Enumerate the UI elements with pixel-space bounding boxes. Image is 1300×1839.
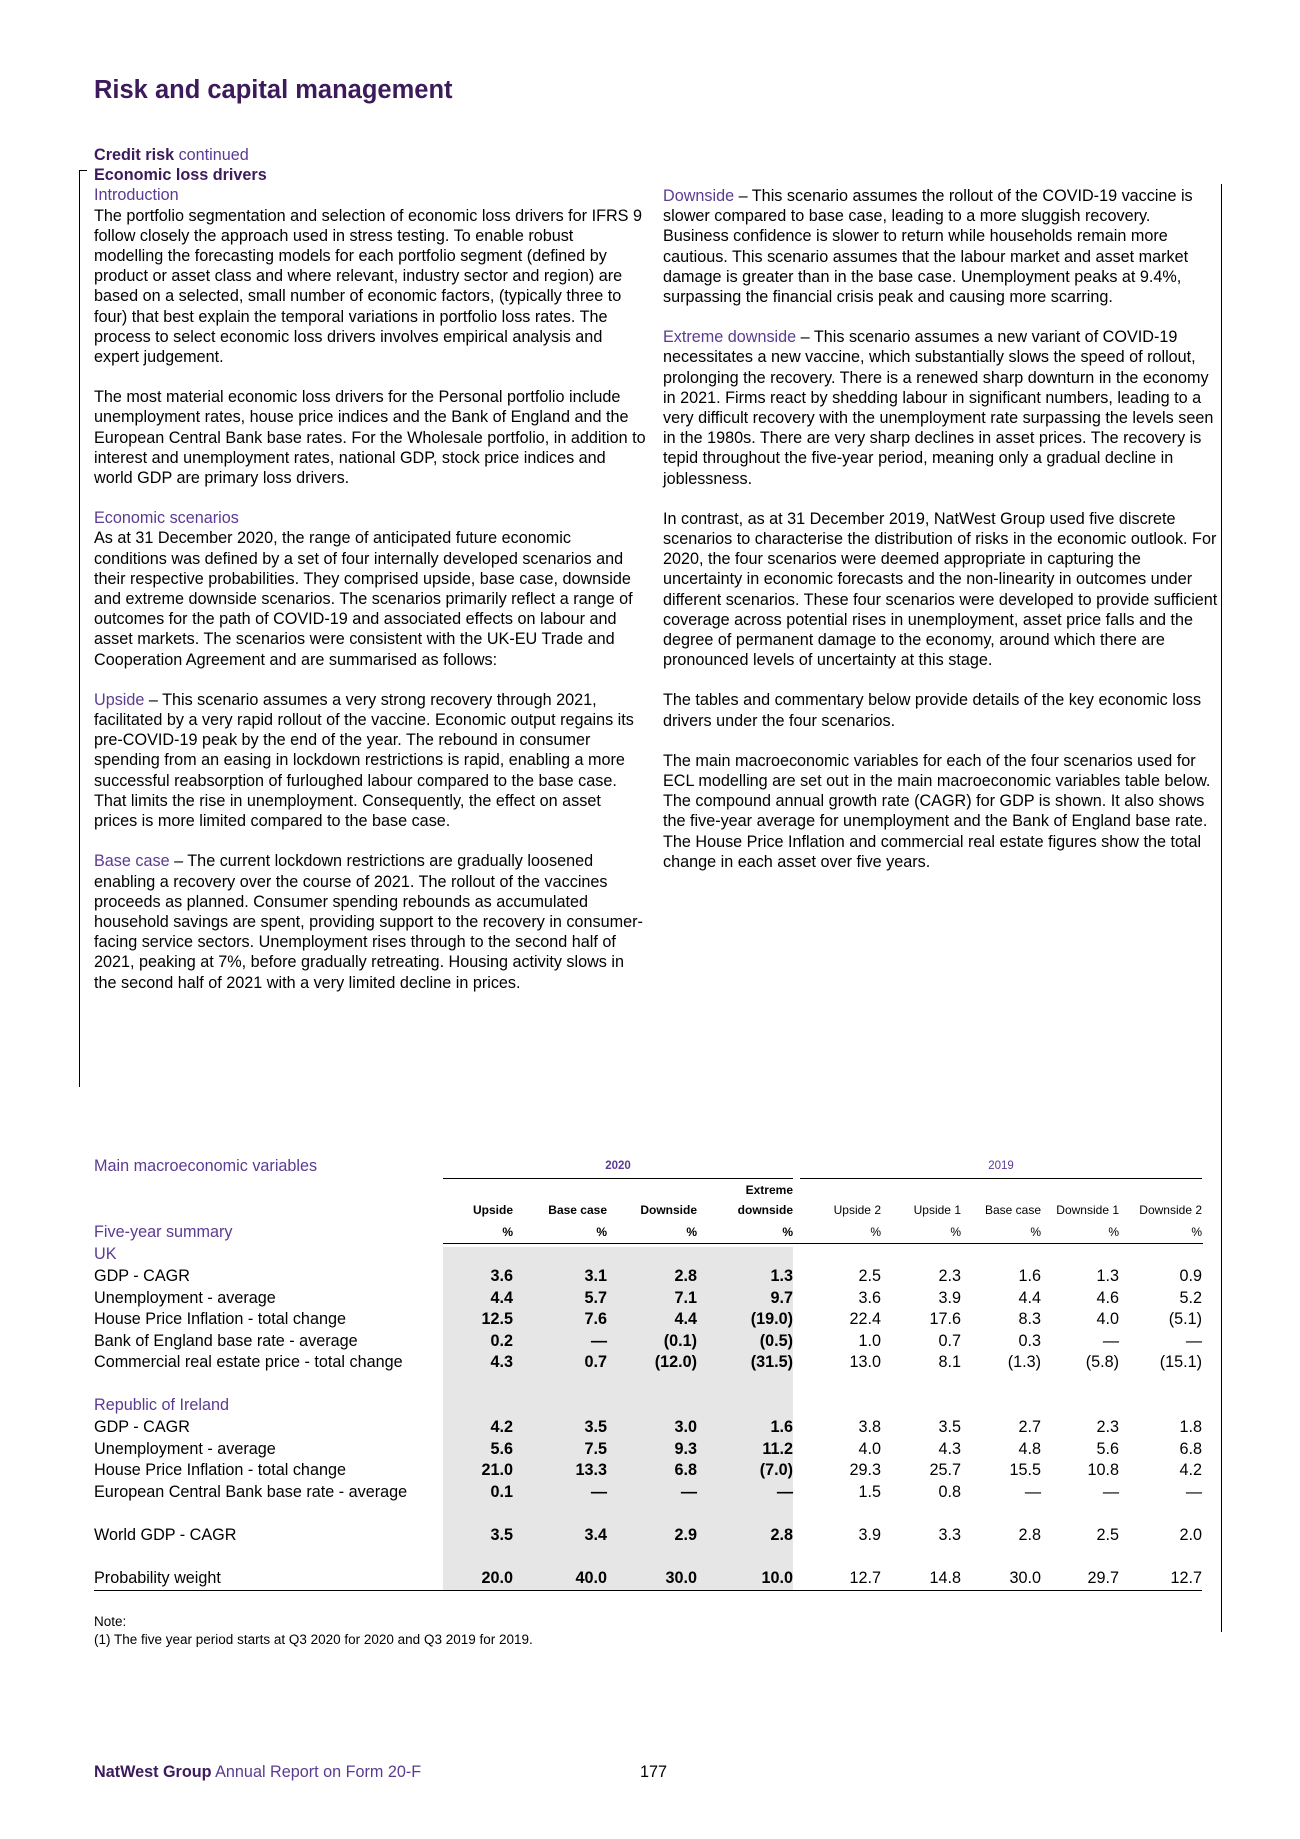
column-header: Base case (548, 1203, 607, 1217)
row-label: World GDP - CAGR (94, 1526, 237, 1544)
column-header: Downside 1 (1056, 1203, 1119, 1217)
year-2019-rule (800, 1178, 1202, 1179)
table-cell: 12.5 (481, 1310, 513, 1328)
table-cell: 29.7 (1087, 1569, 1119, 1587)
table-row (94, 1418, 1204, 1440)
unit-header: % (870, 1225, 881, 1239)
scenarios-heading: Economic scenarios (94, 509, 239, 528)
table-cell: 7.1 (674, 1289, 697, 1307)
table-cell: — (1185, 1332, 1202, 1350)
table-cell: 1.0 (858, 1332, 881, 1350)
table-cell: — (590, 1483, 607, 1501)
table-cell: 3.6 (858, 1289, 881, 1307)
table-cell: 29.3 (849, 1461, 881, 1479)
table-cell: (5.8) (1085, 1353, 1119, 1371)
table-cell: 1.6 (1018, 1267, 1041, 1285)
table-row (94, 1440, 1204, 1462)
column-header: downside (737, 1203, 793, 1217)
table-cell: 3.9 (938, 1289, 961, 1307)
table-cell: 7.5 (584, 1440, 607, 1458)
table-cell: — (680, 1483, 697, 1501)
table-row (94, 1569, 1204, 1591)
extreme-downside-paragraph: Extreme downside – This scenario assumes a new variant of COVID-19 necessitates a new vaccine, which substantially slows the speed of rollout, prolonging the recovery. There is a renewed sharp downturn in the economy in 2021. Firms react by shedding labour in significant numbers, leading to a very difficult recovery with the unemployment rate surpassing the levels seen in the 1980s. There are very sharp declines in asset prices. The recovery is tepid throughout the five-year period, meaning only a gradual decline in joblessness. (663, 328, 1214, 488)
table-cell: 5.6 (1096, 1440, 1119, 1458)
table-row (94, 1526, 1204, 1548)
table-cell: 0.7 (938, 1332, 961, 1350)
table-cell: 13.3 (575, 1461, 607, 1479)
table-cell: — (1102, 1483, 1119, 1501)
table-cell: 2.0 (1179, 1526, 1202, 1544)
table-cell: 4.2 (1179, 1461, 1202, 1479)
downside-paragraph: Downside – This scenario assumes the rollout of the COVID-19 vaccine is slower compared to base case, leading to a more sluggish recovery. Business confidence is slower to return while households remain more cautious. This scenario assumes that the labour market and asset market damage is greater than in the base case. Unemployment peaks at 9.4%, surpassing the financial crisis peak and causing more scarring. (663, 187, 1193, 307)
table-cell: 4.8 (1018, 1440, 1041, 1458)
column-header: Downside (640, 1203, 697, 1217)
table-cell: 0.8 (938, 1483, 961, 1501)
table-row (94, 1353, 1204, 1375)
base-case-paragraph: Base case – The current lockdown restrictions are gradually loosened enabling a recovery over the course of 2021. The rollout of the vaccines proceeds as planned. Consumer spending rebounds as accumulated household savings are spent, providing support to the recovery in consumer-facing service sectors. Unemployment rises through to the second half of 2021, peaking at 7%, before gradually retreating. Housing activity slows in the second half of 2021 with a very limited decline in prices. (94, 852, 643, 992)
unit-header: % (686, 1225, 697, 1239)
table-cell: 13.0 (849, 1353, 881, 1371)
table-cell: 12.7 (1170, 1569, 1202, 1587)
table-cell: 2.7 (1018, 1418, 1041, 1436)
table-cell: 3.1 (584, 1267, 607, 1285)
table-cell: 2.8 (674, 1267, 697, 1285)
unit-header: % (596, 1225, 607, 1239)
table-cell: 22.4 (849, 1310, 881, 1328)
table-cell: 20.0 (481, 1569, 513, 1587)
table-cell: 3.5 (938, 1418, 961, 1436)
table-cell: 4.0 (858, 1440, 881, 1458)
table-cell: — (1185, 1483, 1202, 1501)
tables-paragraph: The tables and commentary below provide details of the key economic loss drivers under the four scenarios. (663, 691, 1202, 730)
table-title: Main macroeconomic variables (94, 1157, 318, 1175)
table-cell: 2.8 (770, 1526, 793, 1544)
table-cell: 3.6 (490, 1267, 513, 1285)
table-cell: 15.5 (1009, 1461, 1041, 1479)
table-cell: 5.7 (584, 1289, 607, 1307)
table-cell: 3.5 (584, 1418, 607, 1436)
table-cell: 25.7 (929, 1461, 961, 1479)
row-label: House Price Inflation - total change (94, 1461, 346, 1479)
roi-section-label: Republic of Ireland (94, 1396, 229, 1414)
table-cell: 1.5 (858, 1483, 881, 1501)
column-header: Upside 2 (833, 1203, 881, 1217)
table-cell: 5.2 (1179, 1289, 1202, 1307)
table-cell: — (776, 1483, 793, 1501)
row-label: Commercial real estate price - total change (94, 1353, 403, 1371)
year-2020-rule (443, 1178, 793, 1179)
table-cell: 4.2 (490, 1418, 513, 1436)
table-cell: 3.4 (584, 1526, 607, 1544)
header-rule (443, 1243, 1203, 1244)
table-cell: 40.0 (575, 1569, 607, 1587)
unit-header: % (1108, 1225, 1119, 1239)
page-number: 177 (640, 1763, 668, 1781)
main-variables-paragraph: The main macroeconomic variables for each of the four scenarios used for ECL modelling are set out in the main macroeconomic variables table below. The compound annual growth rate (CAGR) for GDP is shown. It also shows the five-year average for unemployment and the Bank of England base rate. The House Price Inflation and commercial real estate figures show the total change in each asset over five years. (663, 751, 1211, 871)
change-bar-left-tick (79, 170, 87, 171)
table-cell: 1.3 (770, 1267, 793, 1285)
table-cell: 9.3 (674, 1440, 697, 1458)
table-row (94, 1310, 1204, 1332)
table-cell: 4.4 (674, 1310, 697, 1328)
row-label: Unemployment - average (94, 1440, 276, 1458)
table-cell: 2.3 (938, 1267, 961, 1285)
table-cell: 5.6 (490, 1440, 513, 1458)
table-cell: — (1024, 1483, 1041, 1501)
table-cell: 7.6 (584, 1310, 607, 1328)
table-cell: 0.1 (490, 1483, 513, 1501)
table-cell: (0.5) (759, 1332, 793, 1350)
uk-section-label: UK (94, 1245, 117, 1263)
table-bottom-rule (94, 1590, 1202, 1591)
table-cell: 8.1 (938, 1353, 961, 1371)
right-column (663, 186, 1218, 892)
unit-header: % (782, 1225, 793, 1239)
change-bar-left (79, 170, 80, 1087)
column-header: Upside (472, 1203, 513, 1217)
table-cell: 4.6 (1096, 1289, 1119, 1307)
table-cell: 4.0 (1096, 1310, 1119, 1328)
table-cell: 3.3 (938, 1526, 961, 1544)
table-cell: 0.3 (1018, 1332, 1041, 1350)
extreme-header-top: Extreme (745, 1183, 793, 1197)
table-cell: 3.8 (858, 1418, 881, 1436)
table-cell: 2.9 (674, 1526, 697, 1544)
table-cell: 10.0 (761, 1569, 793, 1587)
table-cell: 14.8 (929, 1569, 961, 1587)
table-cell: 30.0 (1009, 1569, 1041, 1587)
table-cell: 10.8 (1087, 1461, 1119, 1479)
table-cell: 1.6 (770, 1418, 793, 1436)
change-bar-right (1221, 184, 1222, 1632)
page-title: Risk and capital management (94, 76, 453, 104)
year-2019-header: 2019 (988, 1160, 1014, 1172)
table-row (94, 1289, 1204, 1311)
five-year-summary-label: Five-year summary (94, 1223, 233, 1241)
unit-header: % (502, 1225, 513, 1239)
table-cell: 0.7 (584, 1353, 607, 1371)
footer-report: NatWest Group Annual Report on Form 20-F (94, 1763, 422, 1781)
unit-header: % (1191, 1225, 1202, 1239)
scenarios-paragraph: As at 31 December 2020, the range of anticipated future economic conditions was defined by a set of four internally developed scenarios and their respective probabilities. They comprised upside, base case, downside and extreme downside scenarios. The scenarios primarily reflect a range of outcomes for the path of COVID-19 and associated effects on labour and asset markets. The scenarios were consistent with the UK-EU Trade and Cooperation Agreement and are summarised as follows: (94, 529, 633, 669)
table-row (94, 1332, 1204, 1354)
intro-paragraph-1: The portfolio segmentation and selection of economic loss drivers for IFRS 9 follow closely the approach used in stress testing. To enable robust modelling the forecasting models for each portfolio segment (defined by product or asset class and where relevant, industry sector and region) are based on a selected, small number of economic factors, (typically three to four) that best explain the temporal variations in portfolio loss rates. The process to select economic loss drivers involves empirical analysis and expert judgement. (94, 206, 642, 367)
table-cell: 4.4 (490, 1289, 513, 1307)
row-label: GDP - CAGR (94, 1267, 190, 1285)
table-cell: 0.2 (490, 1332, 513, 1350)
table-note (94, 1613, 533, 1649)
contrast-paragraph: In contrast, as at 31 December 2019, NatWest Group used five discrete scenarios to characterise the distribution of risks in the economic outlook. For 2020, the four scenarios were deemed appropriate in capturing the uncertainty in economic forecasts and the non-linearity in outcomes under different scenarios. These four scenarios were developed to provide sufficient coverage across potential rises in unemployment, asset price falls and the degree of permanent damage to the economy, around which there are pronounced levels of uncertainty at this stage. (663, 509, 1218, 670)
table-cell: 21.0 (481, 1461, 513, 1479)
table-cell: — (1102, 1332, 1119, 1350)
row-label: Unemployment - average (94, 1289, 276, 1307)
table-row (94, 1483, 1204, 1505)
table-cell: 2.3 (1096, 1418, 1119, 1436)
note-text: (1) The five year period starts at Q3 2020 for 2020 and Q3 2019 for 2019. (94, 1632, 533, 1647)
table-cell: (12.0) (654, 1353, 697, 1371)
subsection-heading: Economic loss drivers (94, 166, 267, 185)
table-cell: 6.8 (674, 1461, 697, 1479)
table-cell: 4.4 (1018, 1289, 1041, 1307)
table-cell: 17.6 (929, 1310, 961, 1328)
row-label: Bank of England base rate - average (94, 1332, 358, 1350)
intro-heading: Introduction (94, 186, 179, 205)
table-cell: 30.0 (665, 1569, 697, 1587)
table-cell: 2.5 (1096, 1526, 1119, 1544)
row-label: House Price Inflation - total change (94, 1310, 346, 1328)
table-row (94, 1461, 1204, 1483)
table-cell: 2.8 (1018, 1526, 1041, 1544)
table-cell: 0.9 (1179, 1267, 1202, 1285)
table-cell: (15.1) (1159, 1353, 1202, 1371)
table-cell: 6.8 (1179, 1440, 1202, 1458)
table-cell: 3.9 (858, 1526, 881, 1544)
year-2020-header: 2020 (605, 1160, 631, 1172)
table-cell: (19.0) (750, 1310, 793, 1328)
table-cell: 12.7 (849, 1569, 881, 1587)
table-cell: 3.0 (674, 1418, 697, 1436)
table-cell: 2.5 (858, 1267, 881, 1285)
section-heading: Credit risk continued (94, 146, 249, 164)
table-cell: 11.2 (762, 1440, 793, 1458)
table-cell: — (590, 1332, 607, 1350)
table-cell: 9.7 (770, 1289, 793, 1307)
row-label: GDP - CAGR (94, 1418, 190, 1436)
table-cell: 1.8 (1179, 1418, 1202, 1436)
table-cell: 1.3 (1096, 1267, 1119, 1285)
table-cell: 3.5 (490, 1526, 513, 1544)
row-label: Probability weight (94, 1569, 221, 1587)
table-cell: 8.3 (1018, 1310, 1041, 1328)
intro-paragraph-2: The most material economic loss drivers for the Personal portfolio include unemployment rates, house price indices and the Bank of England and the European Central Bank base rates. For the Wholesale portfolio, in addition to interest and unemployment rates, national GDP, stock price indices and world GDP are primary loss drivers. (94, 388, 646, 488)
table-cell: (7.0) (759, 1461, 793, 1479)
upside-paragraph: Upside – This scenario assumes a very strong recovery through 2021, facilitated by a very rapid rollout of the vaccine. Economic output regains its pre-COVID-19 peak by the end of the year. The rebound in consumer spending from an easing in lockdown restrictions is rapid, enabling a more successful reabsorption of furloughed labour compared to the base case. That limits the rise in unemployment. Consequently, the effect on asset prices is more limited compared to the base case. (94, 690, 634, 831)
column-header: Base case (984, 1203, 1041, 1217)
unit-header: % (950, 1225, 961, 1239)
row-label: European Central Bank base rate - average (94, 1483, 408, 1501)
table-row (94, 1267, 1204, 1289)
column-header: Downside 2 (1139, 1203, 1202, 1217)
table-cell: (5.1) (1168, 1310, 1202, 1328)
unit-header: % (1030, 1225, 1041, 1239)
table-cell: (31.5) (750, 1353, 793, 1371)
table-cell: 4.3 (938, 1440, 961, 1458)
table-cell: (1.3) (1007, 1353, 1041, 1371)
table-cell: (0.1) (663, 1332, 697, 1350)
left-column (94, 145, 646, 1013)
table-cell: 4.3 (490, 1353, 513, 1371)
note-label: Note: (94, 1614, 127, 1629)
column-header: Upside 1 (913, 1203, 961, 1217)
